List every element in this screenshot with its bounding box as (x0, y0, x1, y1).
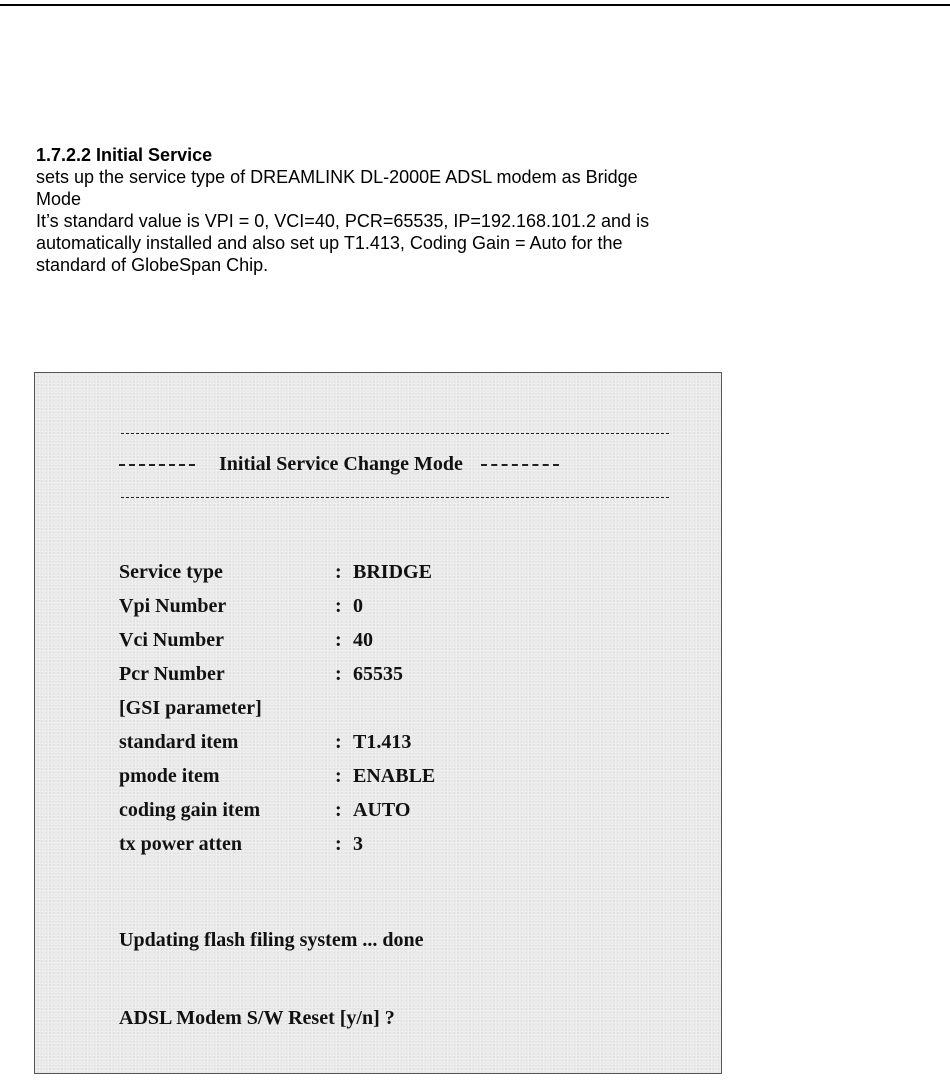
terminal-reset-prompt: ADSL Modem S/W Reset [y/n] ? (119, 1007, 395, 1029)
terminal-bottom-rule (121, 497, 669, 498)
row-value: T1.413 (353, 731, 412, 753)
banner-right-dashes (481, 464, 559, 466)
section-line-5: standard of GlobeSpan Chip. (36, 255, 269, 275)
row-separator: : (335, 595, 342, 617)
row-separator: : (335, 731, 342, 753)
banner-title: Initial Service Change Mode (219, 453, 463, 475)
row-label: tx power atten (119, 833, 242, 855)
row-separator: : (335, 629, 342, 651)
row-separator: : (335, 561, 342, 583)
row-separator: : (335, 765, 342, 787)
section-initial-service (36, 144, 916, 276)
row-value: 3 (353, 833, 363, 855)
row-label: Service type (119, 561, 223, 583)
row-value: 40 (353, 629, 373, 651)
section-line-3: It’s standard value is VPI = 0, VCI=40, PCR=65535, IP=192.168.101.2 and is (36, 211, 650, 231)
section-line-1: sets up the service type of DREAMLINK DL-2000E ADSL modem as Bridge (36, 167, 638, 187)
banner-left-dashes (119, 464, 195, 466)
row-separator: : (335, 799, 342, 821)
row-label: Pcr Number (119, 663, 225, 685)
row-value: 0 (353, 595, 363, 617)
section-line-2: Mode (36, 189, 82, 209)
row-label: standard item (119, 731, 239, 753)
top-rule (0, 4, 950, 6)
row-separator: : (335, 663, 342, 685)
row-value: AUTO (353, 799, 411, 821)
row-separator: : (335, 833, 342, 855)
row-label: [GSI parameter] (119, 697, 262, 719)
section-heading: 1.7.2.2 Initial Service (36, 145, 213, 165)
row-label: Vpi Number (119, 595, 227, 617)
row-label: Vci Number (119, 629, 224, 651)
terminal-top-rule (121, 433, 669, 434)
section-line-4: automatically installed and also set up T1.413, Coding Gain = Auto for the (36, 233, 623, 253)
terminal-screenshot (34, 372, 722, 1074)
row-value: ENABLE (353, 765, 436, 787)
terminal-status-message: Updating flash filing system ... done (119, 929, 424, 951)
terminal-banner (119, 453, 671, 476)
row-value: 65535 (353, 663, 403, 685)
row-label: coding gain item (119, 799, 261, 821)
row-value: BRIDGE (353, 561, 432, 583)
row-label: pmode item (119, 765, 220, 787)
